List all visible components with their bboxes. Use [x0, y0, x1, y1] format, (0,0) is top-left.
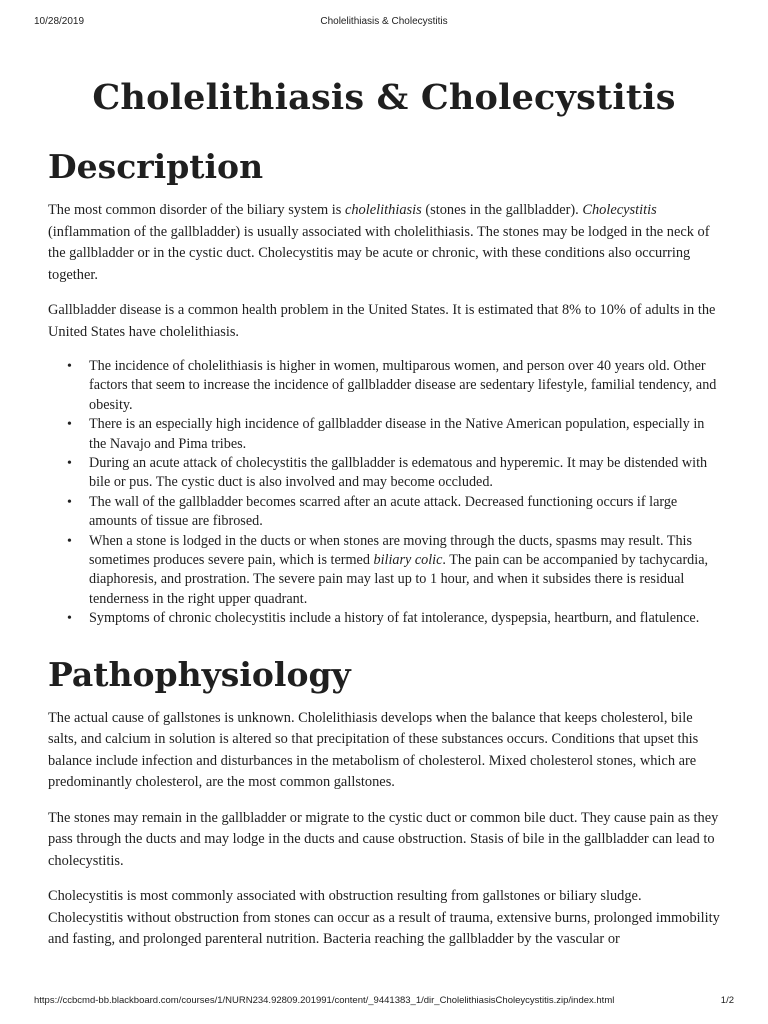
list-item — [67, 609, 720, 628]
bullet-icon: • — [67, 533, 72, 549]
page-number: 1/2 — [720, 995, 734, 1006]
print-page-title: Cholelithiasis & Cholecystitis — [320, 16, 448, 27]
bullet-icon: • — [67, 456, 72, 472]
list-item-text: There is an especially high incidence of gallbladder disease in the Native American population, especially in the Navajo and Pima tribes. — [89, 416, 705, 452]
bullet-icon: • — [67, 494, 72, 510]
text-run: (inflammation of the gallbladder) is usually associated with cholelithiasis. The stones may be lodged in the neck of the gallbladder or in the cystic duct. Cholecystitis may be acute or chronic, with these conditions also occurring together. — [48, 223, 710, 283]
list-item-text: . The pain can be accompanied by tachycardia, diaphoresis, and prostration. The severe pain may last up to 1 hour, and when it subsides there is residual tenderness in the right upper quadrant. — [89, 552, 709, 607]
bullet-icon: • — [67, 359, 72, 374]
list-item — [67, 357, 720, 415]
list-item — [67, 493, 720, 532]
bullet-icon: • — [67, 611, 72, 627]
document-title: Cholelithiasis & Cholecystitis — [92, 77, 676, 118]
description-paragraph-2: Gallbladder disease is a common health problem in the United States. It is estimated that 8% to 10% of adults in the United States have cholelithiasis. — [48, 302, 716, 340]
list-item-text: The incidence of cholelithiasis is higher in women, multiparous women, and person over 40 years old. Other factors that seem to increase the incidence of gallbladder disease are sedentary lifestyle, familial tendency, and obesity. — [89, 358, 717, 413]
bullet-icon: • — [67, 417, 72, 433]
pathophysiology-paragraph-1: The actual cause of gallstones is unknown. Cholelithiasis develops when the balance that keeps cholesterol, bile salts, and calcium in solution is altered so that precipitation of these substances occurs. Conditions that upset this balance include infection and disturbances in the metabolism of cholesterol. Mixed cholesterol stones, which are predominantly cholesterol, are the most common gallstones. — [48, 709, 699, 791]
list-item-text: When a stone is lodged in the ducts or when stones are moving through the ducts, spasms may result. This sometimes produces severe pain, which is termed — [89, 532, 693, 569]
list-item — [67, 415, 720, 454]
print-header — [34, 16, 734, 30]
print-url: https://ccbcmd-bb.blackboard.com/courses/1/NURN234.92809.201991/content/_9441383_1/dir_CholelithiasisCholeycystitis.zip/index.html — [34, 995, 615, 1006]
description-bullet-list — [48, 357, 720, 629]
list-item — [67, 454, 720, 493]
description-paragraph-1 — [48, 200, 720, 286]
pathophysiology-paragraph-3: Cholecystitis is most commonly associated with obstruction resulting from gallstones or biliary sludge. Cholecystitis without obstruction from stones can occur as a result of trauma, extensive burns, prolonged immobility and fasting, and prolonged parenteral nutrition. Bacteria reaching the gallbladder by the vascular or — [48, 888, 720, 948]
list-item — [67, 532, 720, 610]
italic-term-cholelithiasis: cholelithiasis — [344, 202, 422, 218]
print-footer — [34, 995, 734, 1009]
pathophysiology-paragraph-2: The stones may remain in the gallbladder or migrate to the cystic duct or common bile duct. They cause pain as they pass through the ducts and may lodge in the ducts and cause obstruction. Stasis of bile in the gallbladder can lead to cholecystitis. — [48, 809, 719, 869]
italic-term-biliary-colic: biliary colic — [373, 552, 443, 569]
text-run: (stones in the gallbladder). — [421, 202, 583, 218]
document-body — [48, 64, 720, 951]
section-heading-pathophysiology: Pathophysiology — [48, 654, 351, 694]
italic-term-cholecystitis: Cholecystitis — [582, 202, 657, 218]
list-item-text: The wall of the gallbladder becomes scarred after an acute attack. Decreased functioning occurs if large amounts of tissue are fibrosed. — [89, 493, 678, 530]
section-heading-description: Description — [48, 147, 264, 186]
print-date: 10/28/2019 — [34, 16, 85, 27]
list-item-text: Symptoms of chronic cholecystitis include a history of fat intolerance, dyspepsia, heartburn, and flatulence. — [89, 610, 700, 627]
list-item-text: During an acute attack of cholecystitis the gallbladder is edematous and hyperemic. It may be distended with bile or pus. The cystic duct is also involved and may become occluded. — [89, 455, 708, 491]
text-run: The most common disorder of the biliary system is — [48, 202, 345, 218]
